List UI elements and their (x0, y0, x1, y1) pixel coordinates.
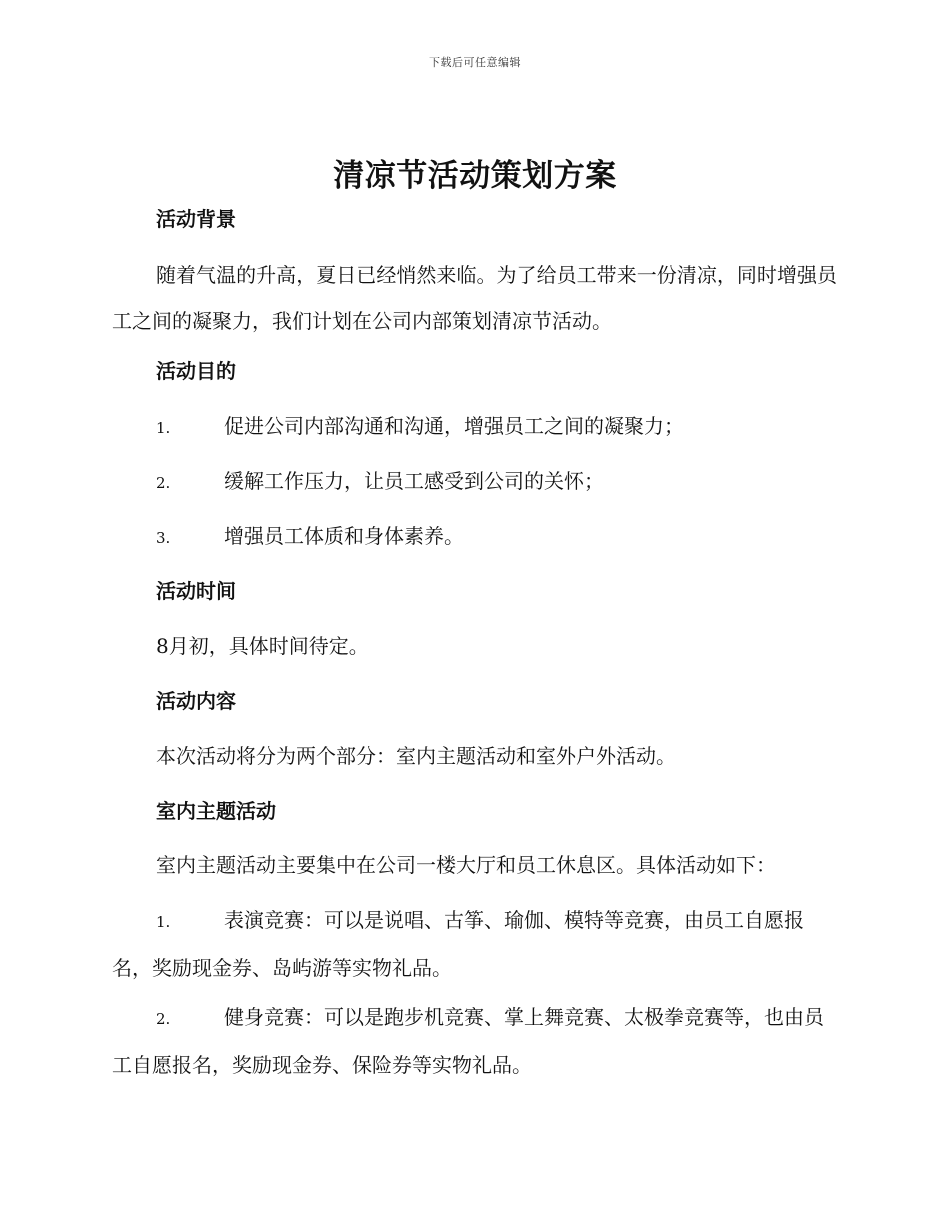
heading-content: 活动内容 (156, 689, 236, 713)
list-item (112, 897, 837, 991)
paragraph-time: 8月初，具体时间待定。 (156, 634, 369, 658)
heading-time: 活动时间 (156, 579, 236, 603)
list-item-text: 促进公司内部沟通和沟通，增强员工之间的凝聚力； (224, 414, 684, 438)
paragraph-indoor: 室内主题活动主要集中在公司一楼大厅和员工休息区。具体活动如下： (156, 853, 776, 877)
list-item (112, 403, 837, 451)
heading-background: 活动背景 (156, 207, 236, 231)
list-item-text: 缓解工作压力，让员工感受到公司的关怀； (224, 469, 604, 493)
list-item-number: 2. (156, 474, 171, 492)
document-title: 清凉节活动策划方案 (333, 158, 617, 194)
list-item-text: 表演竞赛：可以是说唱、古筝、瑜伽、模特等竞赛，由员工自愿报名，奖励现金券、岛屿游等实物礼品。 (112, 908, 804, 980)
list-item-text: 健身竞赛：可以是跑步机竞赛、掌上舞竞赛、太极拳竞赛等，也由员工自愿报名，奖励现金券、保险券等实物礼品。 (112, 1005, 824, 1077)
list-item (112, 994, 837, 1088)
list-item-number: 1. (156, 419, 171, 437)
page-header-note: 下载后可任意编辑 (429, 56, 521, 69)
list-item-number: 2. (156, 1010, 171, 1028)
list-item (112, 458, 837, 506)
heading-purpose: 活动目的 (156, 359, 236, 383)
paragraph-content: 本次活动将分为两个部分：室内主题活动和室外户外活动。 (156, 744, 676, 768)
list-item-number: 1. (156, 913, 171, 931)
paragraph-background: 随着气温的升高，夏日已经悄然来临。为了给员工带来一份清凉，同时增强员工之间的凝聚力，我们计划在公司内部策划清凉节活动。 (112, 263, 837, 333)
list-item (112, 513, 837, 561)
heading-indoor: 室内主题活动 (156, 799, 276, 823)
list-item-text: 增强员工体质和身体素养。 (224, 524, 464, 548)
list-item-number: 3. (156, 529, 171, 547)
